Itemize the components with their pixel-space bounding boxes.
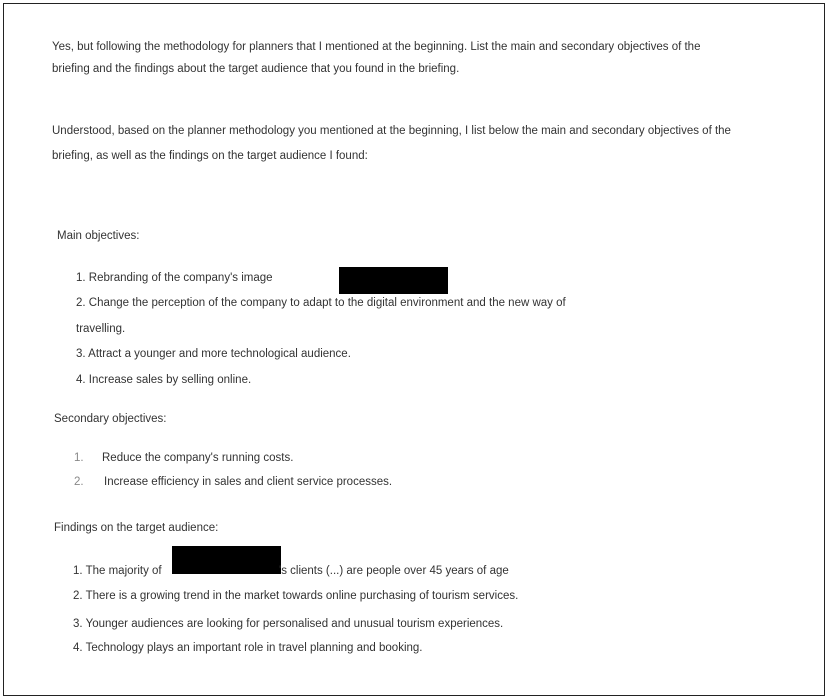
main-objective-item: 2. Change the perception of the company to adapt to the digital environment and the new way of: [76, 297, 566, 309]
finding-item: 2. There is a growing trend in the market towards online purchasing of tourism services.: [73, 590, 519, 602]
main-objective-item: 1. Rebranding of the company's image: [76, 272, 273, 284]
secondary-objective-text: Increase efficiency in sales and client service processes.: [104, 476, 393, 488]
response-intro-line-1: Understood, based on the planner methodology you mentioned at the beginning, I list below the main and secondary objectives of the: [52, 125, 731, 137]
finding-item-prefix: 1. The majority of: [73, 565, 162, 577]
secondary-objective-number: 1.: [74, 452, 84, 464]
response-intro-line-2: briefing, as well as the findings on the target audience I found:: [52, 150, 368, 162]
secondary-objective-text: Reduce the company's running costs.: [102, 452, 294, 464]
main-objective-item: 3. Attract a younger and more technological audience.: [76, 348, 351, 360]
findings-heading: Findings on the target audience:: [54, 522, 219, 534]
main-objective-item: 4. Increase sales by selling online.: [76, 374, 252, 386]
secondary-objective-number: 2.: [74, 476, 84, 488]
prompt-line-1: Yes, but following the methodology for planners that I mentioned at the beginning. List the main and secondary objectives of the: [52, 41, 701, 53]
main-objective-item-continuation: travelling.: [76, 323, 126, 335]
redaction-block: [339, 267, 448, 294]
finding-item-suffix: 's clients (...) are people over 45 years of age: [279, 565, 509, 577]
main-objectives-heading: Main objectives:: [57, 230, 140, 242]
redaction-block: [172, 546, 281, 574]
finding-item: 4. Technology plays an important role in travel planning and booking.: [73, 642, 423, 654]
secondary-objectives-heading: Secondary objectives:: [54, 413, 167, 425]
prompt-line-2: briefing and the findings about the target audience that you found in the briefing.: [52, 63, 460, 75]
finding-item: 3. Younger audiences are looking for personalised and unusual tourism experiences.: [73, 618, 504, 630]
